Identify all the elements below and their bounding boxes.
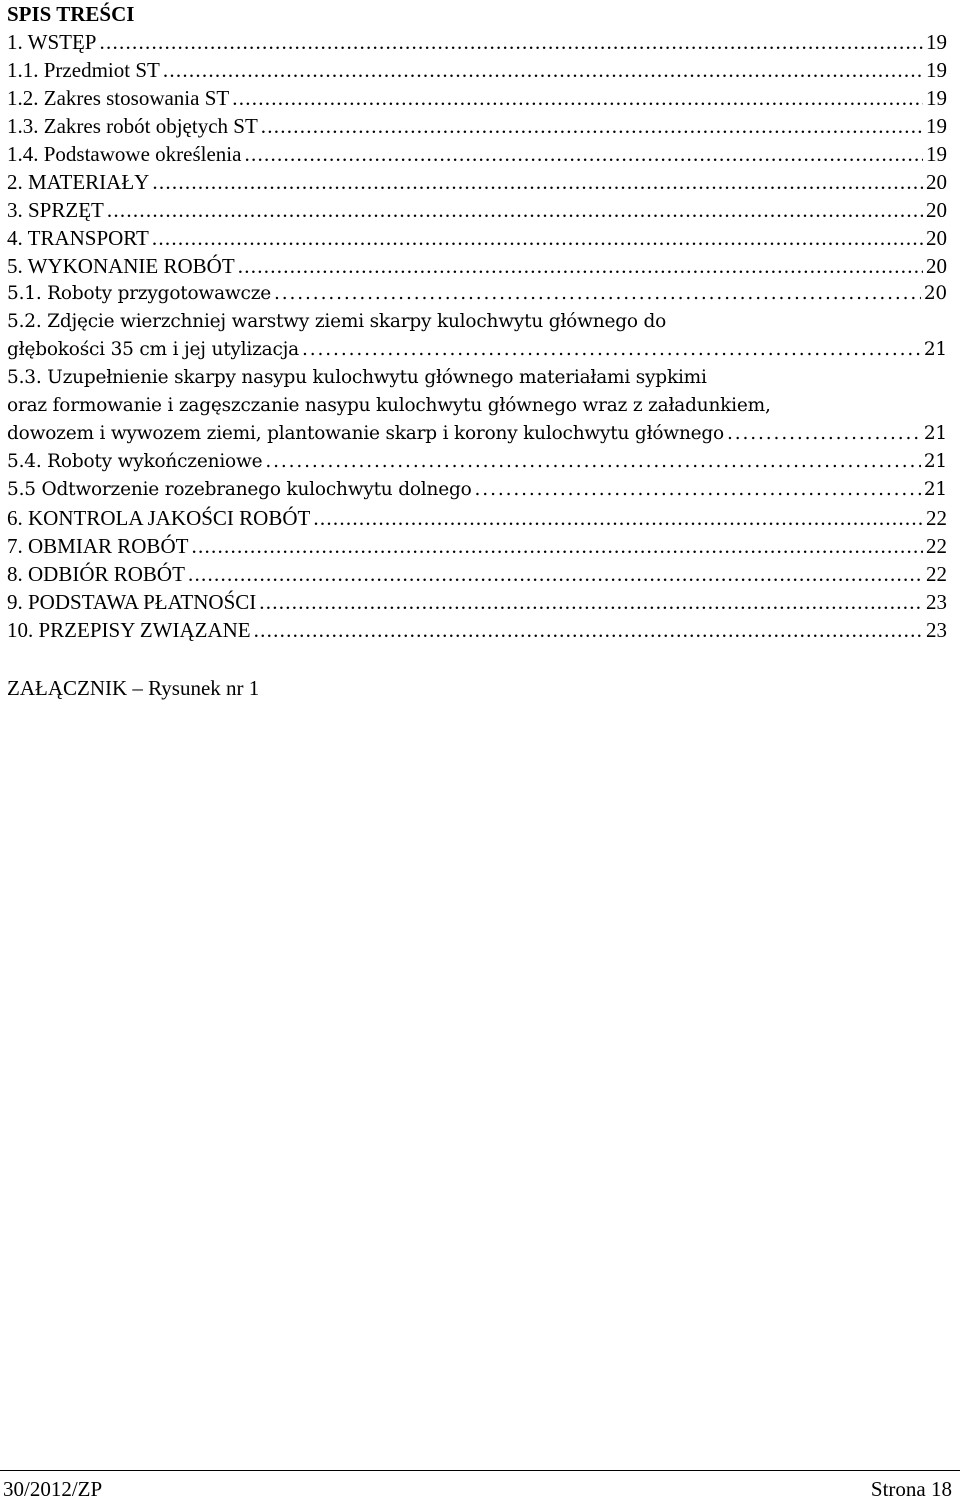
toc-leader-dots <box>232 84 923 112</box>
toc-entry-label: oraz formowanie i zagęszczanie nasypu kulochwytu głównego wraz z załadunkiem, <box>7 395 771 416</box>
toc-leader-dots <box>244 140 923 168</box>
toc-entry-label: 8. ODBIÓR ROBÓT <box>7 562 185 586</box>
toc-leader-dots <box>475 476 921 504</box>
toc-entry-page: 19 <box>926 142 947 166</box>
toc-leader-dots <box>152 168 923 196</box>
toc-entry-label: 7. OBMIAR ROBÓT <box>7 534 189 558</box>
toc-entry-label: 2. MATERIAŁY <box>7 170 150 194</box>
toc-entry <box>7 476 947 504</box>
toc-leader-dots <box>261 112 923 140</box>
toc-entry <box>7 560 947 588</box>
toc-entry-page: 19 <box>926 30 947 54</box>
toc-entry-page: 20 <box>926 170 947 194</box>
toc-entry <box>7 84 947 112</box>
toc-entry <box>7 28 947 56</box>
toc-entry-page: 20 <box>926 254 947 278</box>
toc-entry-page: 20 <box>923 283 947 304</box>
toc-entry-page: 21 <box>923 479 947 500</box>
toc-entry <box>7 532 947 560</box>
toc-entry <box>7 252 947 280</box>
page-footer <box>0 1470 960 1502</box>
toc-entry-page: 21 <box>923 339 947 360</box>
toc-entry <box>7 56 947 84</box>
toc-entry-page: 22 <box>926 562 947 586</box>
footer-page-number: Strona 18 <box>870 1477 952 1501</box>
toc-entry <box>7 280 947 308</box>
toc-leader-dots <box>265 448 921 476</box>
toc-entry-page: 19 <box>926 114 947 138</box>
toc-entry-label: 5.3. Uzupełnienie skarpy nasypu kulochwytu głównego materiałami sypkimi <box>7 367 707 388</box>
toc-entry-page: 21 <box>923 451 947 472</box>
toc-entry-label: 1. WSTĘP <box>7 30 97 54</box>
toc-leader-dots <box>302 336 921 364</box>
toc-leader-dots <box>191 532 923 560</box>
toc-entry-page: 21 <box>923 423 947 444</box>
toc-leader-dots <box>254 616 923 644</box>
toc-entry <box>7 112 947 140</box>
toc-entry-page: 23 <box>926 590 947 614</box>
toc-entry-page: 22 <box>926 534 947 558</box>
toc-entry <box>7 616 947 644</box>
table-of-contents <box>7 28 947 644</box>
toc-entry <box>7 140 947 168</box>
toc-entry-label: dowozem i wywozem ziemi, plantowanie skarp i korony kulochwytu głównego <box>7 423 724 444</box>
toc-leader-dots <box>727 420 921 448</box>
toc-entry-page: 22 <box>926 506 947 530</box>
toc-entry-label: 4. TRANSPORT <box>7 226 149 250</box>
toc-entry-label: 1.1. Przedmiot ST <box>7 58 160 82</box>
toc-entry <box>7 168 947 196</box>
toc-entry <box>7 224 947 252</box>
toc-leader-dots <box>238 252 923 280</box>
toc-entry-label: 5.4. Roboty wykończeniowe <box>7 451 263 472</box>
toc-leader-dots <box>99 28 923 56</box>
toc-entry-label: 5.1. Roboty przygotowawcze <box>7 283 271 304</box>
toc-entry-label: 1.3. Zakres robót objętych ST <box>7 114 258 138</box>
toc-entry-label: 9. PODSTAWA PŁATNOŚCI <box>7 590 257 614</box>
toc-entry-label: głębokości 35 cm i jej utylizacja <box>7 339 300 360</box>
annex-line: ZAŁĄCZNIK – Rysunek nr 1 <box>7 676 260 700</box>
toc-entry <box>7 308 947 336</box>
toc-entry-label: 10. PRZEPISY ZWIĄZANE <box>7 618 251 642</box>
toc-heading: SPIS TREŚCI <box>7 2 135 26</box>
toc-leader-dots <box>188 560 923 588</box>
toc-entry <box>7 588 947 616</box>
toc-leader-dots <box>274 280 921 308</box>
toc-entry-label: 5.2. Zdjęcie wierzchniej warstwy ziemi skarpy kulochwytu głównego do <box>7 311 667 332</box>
toc-leader-dots <box>107 196 923 224</box>
toc-entry-page: 23 <box>926 618 947 642</box>
toc-entry <box>7 448 947 476</box>
toc-entry <box>7 504 947 532</box>
toc-entry-page: 20 <box>926 226 947 250</box>
toc-entry-label: 5. WYKONANIE ROBÓT <box>7 254 235 278</box>
toc-entry-label: 1.4. Podstawowe określenia <box>7 142 242 166</box>
toc-leader-dots <box>152 224 923 252</box>
toc-entry-label: 6. KONTROLA JAKOŚCI ROBÓT <box>7 506 311 530</box>
toc-leader-dots <box>313 504 923 532</box>
toc-entry-page: 19 <box>926 58 947 82</box>
toc-entry-label: 1.2. Zakres stosowania ST <box>7 86 230 110</box>
toc-entry <box>7 392 947 420</box>
toc-entry-label: 3. SPRZĘT <box>7 198 104 222</box>
toc-entry-page: 20 <box>926 198 947 222</box>
toc-entry <box>7 336 947 364</box>
toc-entry <box>7 196 947 224</box>
toc-entry <box>7 420 947 448</box>
toc-leader-dots <box>259 588 923 616</box>
toc-entry-page: 19 <box>926 86 947 110</box>
footer-document-number: 30/2012/ZP <box>3 1477 103 1501</box>
toc-entry-label: 5.5 Odtworzenie rozebranego kulochwytu dolnego <box>7 479 472 500</box>
toc-entry <box>7 364 947 392</box>
toc-leader-dots <box>163 56 923 84</box>
